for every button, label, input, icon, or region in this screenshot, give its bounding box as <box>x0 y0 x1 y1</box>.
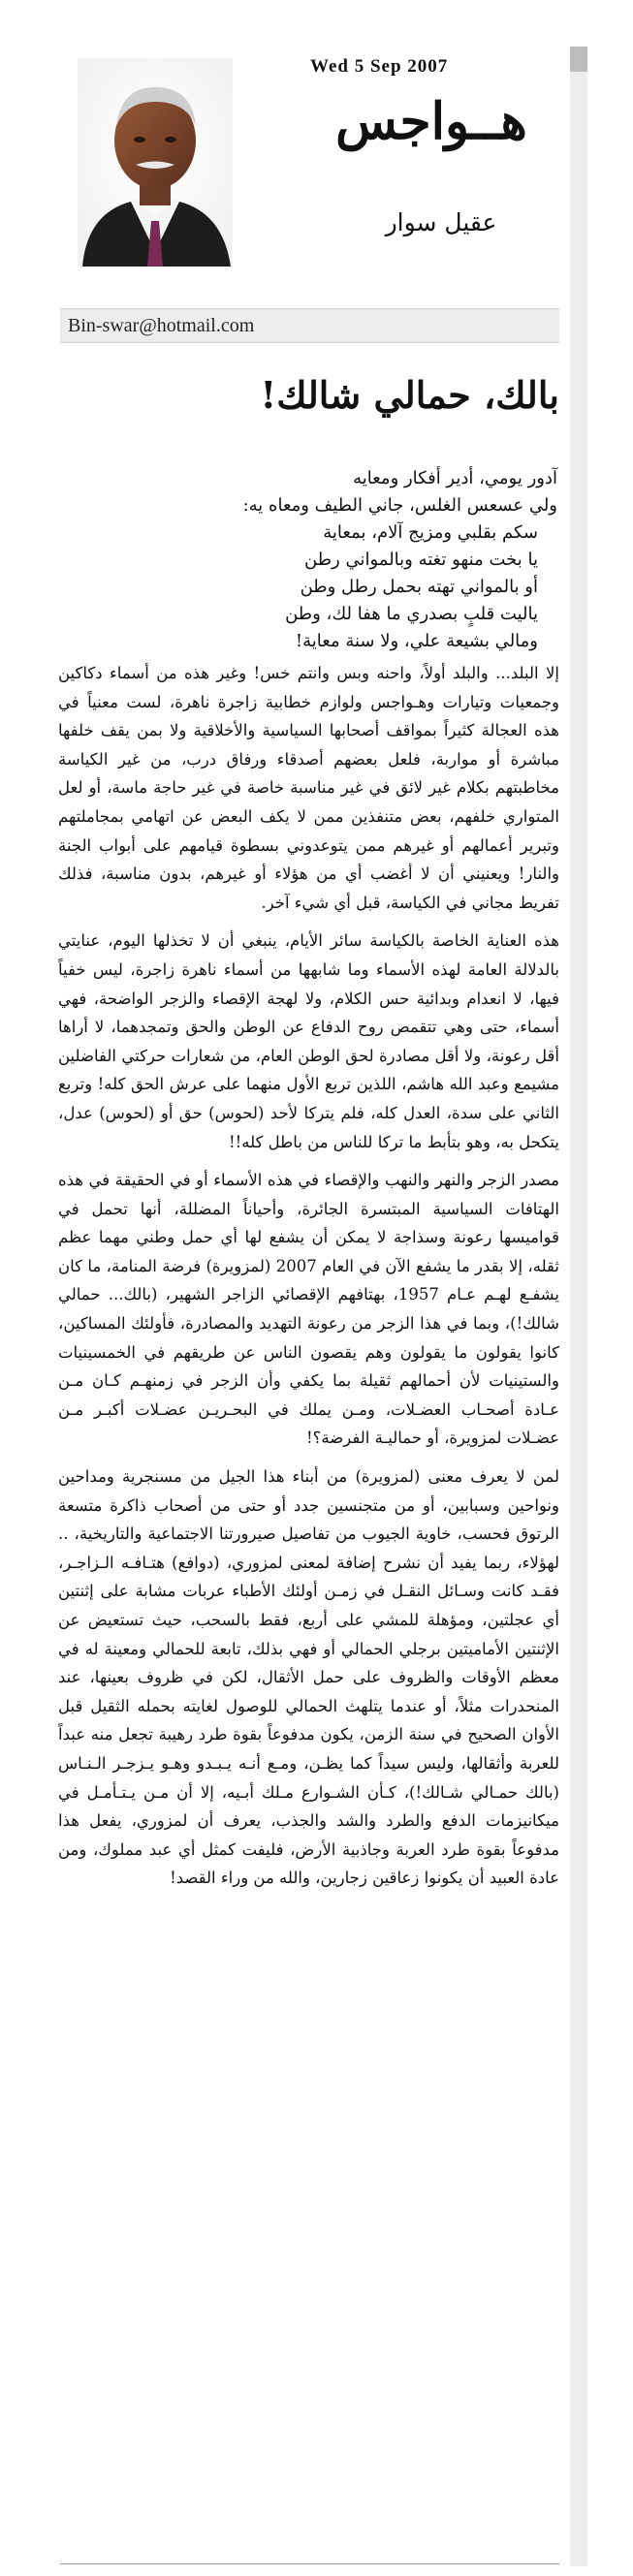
article-paragraph: مصدر الزجر والنهر والنهب والإقصاء في هذه الأسماء أو في الحقيقة في هذه الهتافات السياسية المبتسرة الجائرة، وأحياناً المضللة، أنها تحمل في قواميسها رعونة وسذاجة لا يمكن أن يشفع لها أي حمل وطني مهما عظم ثقله، إلا بقدر ما يشفع الآن في العام 2007 (لمزويرة) فرضة المنامة، ما كان يشفـع لهـم عـام 1957، بهتافهم الإقصائي الزاجر الشهير، (بالك... حمالي شالك!)، وبما في هذا الزجر من رعونة التهديد والمصادرة، فأولئك المساكين، كانوا يقولون ما يقولون وهم يقصون الناس عن طريقهم في الخمسينيات والستينيات لأن أحمالهم ثقيلة بما يكفي وأن الزجر في زمنهـم كـان مـن عـادة أصحـاب العضـلات، ومـن يملك في البحـريـن عضـلات أكبـر مـن عضـلات لمزويرة، أو حماليـة الفرضة؟! <box>58 1171 560 1448</box>
bottom-divider <box>60 2563 559 2564</box>
article-paragraph: لمن لا يعرف معنى (لمزويرة) من أبناء هذا الجيل من مسنجرية ومداحين ونواحين وسبابين، أو من متجنسين جدد أو حتى من أصحاب ذاكرة متسعة الرتوق فحسب، خاوية الجيوب من تفاصيل صيرورتنا الاجتماعية والتاريخية، .. لهؤلاء، ربما يفيد أن نشرح إضافة لمعنى لمزوري، (دوافع) هتـافـه الـزاجـر، فقـد كانت وسـائل النقـل في زمـن أولئك الأطباء عربات مشابة على إثنتين أي عجلتين، ومؤهلة للمشي على أربع، فقط بالسحب، حيث تستعيض عن الإثنتين الأماميتين برجلي الحمالي أو فهي بذلك، تابعة للحمالي ومعينة له في معظم الأوقات والظروف على حمل الأثقال، لكن في ظروف بعينها، عند المنحدرات مثلاً، أو عندما يتلهث الحمالي للوصول لغايته بحمله الثقيل قبل الأوان الصحيح في سنة الزمن، يكون مدفوعاً بقوة طرد رهيبة تجعل منه عبداً للعربة وأثقالها، وليس سيداً كما يظـن، ومـع أنـه يـبـدو وهـو يـزجـر الـنـاس (بالك حمـالي شـالك!)، كـأن الشـوارع مـلك أبـيه، إلا أن مـن يـتـأمـل في ميكانيزمات الدفع والطرد والشد والجذب، يعرف أن لمزوري، يفعل هذا مدفوعاً بقوة طرد العربة وجاذبية الأرض، فليفت كمثل أي عبد مملوك، ومن عادة العبيد أن يكونوا زعاقين زجارين، والله من وراء القصد! <box>58 1467 559 1888</box>
poem-block <box>58 465 557 655</box>
article-paragraph: إلا البلد... والبلد أولاً، واحنه وبس وانتم خس! وغير هذه من أسماء دكاكين وجمعيات وتيارات وهـواجس ولوازم خطابية زاجرة ناهرة، لست معنياً في هذه العجالة كثيراً بمواقف أصحابها السياسية والأخلاقية ولا بمن يقف خلفها مباشرة أو مواربة، فلعل بعضهم أصدقاء ورفاق درب، من غير الكياسة مخاطبتهم بكلام غير لائق في غير مناسبة خاصة في غير حاجة ماسة، أو لعل المتواري خلفهم، بعض متنفذين ممن لا يكف البعض عن اتهامي بمجاملتهم وتبرير أعمالهم أو غيرهم ممن يتوعدوني بسطوة قيامهم على أبواب الجنة والنار! ويعنيني أن لا أغضب أي من هؤلاء أو غيرهم، بدون مناسبة، فذلك تفريط مجاني في الكياسة، قبل أي شيء آخر. <box>58 664 559 912</box>
poem-line: ولي عسعس الغلس، جاني الطيف ومعاه يه: <box>242 495 557 516</box>
author-name: عقيل سوار <box>385 208 497 236</box>
scroll-track[interactable] <box>570 47 587 2566</box>
column-title: هــواجس <box>335 92 527 151</box>
poem-line: آدور يومي، أدير أفكار ومعايه <box>353 468 557 488</box>
author-email-bar <box>60 308 559 343</box>
article-title: بالك، حمالي شالك! <box>260 373 559 417</box>
author-email[interactable]: Bin-swar@hotmail.com <box>68 315 255 336</box>
article-body <box>58 659 559 1902</box>
poem-line: سكم بقلبي ومزيج آلام، بمعاية <box>323 522 538 543</box>
scroll-thumb[interactable] <box>570 47 587 72</box>
poem-line: يا بخت منهو تغته وبالمواني رطن <box>304 550 538 570</box>
publish-date: Wed 5 Sep 2007 <box>310 56 449 77</box>
author-portrait <box>78 58 233 267</box>
column-header <box>0 0 562 291</box>
article-paragraph: هذه العناية الخاصة بالكياسة سائر الأيام، ينبغي أن لا تخذلها اليوم، عنايتي بالدلالة العامة لهذه الأسماء وما شابهها من أسماء ناهرة زاجرة، ليس خفياً فيها، لا انعدام وبدائية حس الكلام، ولا لهجة الإقصاء والزجر الواضحة، فهي أسماء، حتى وهي تتقمص روح الدفاع عن الوطن والحق وتمجدهما، لا أراها أقل رعونة، ولا أقل مصادرة لحق الوطن العام، من شعارات حركتي الفاضلين مشيمع وعبد الله هاشم، اللذين تربع الأول منهما على عرش الحق كله! وتربع الثاني على سدة، العدل كله، فلم يتركا لأحد (لحوس) حق أو (لحوس) عدل، يتكحل به، وهو بتأبط ما تركا للناس من باطل كله!! <box>58 931 559 1151</box>
poem-line: ياليت قلبٍ بصدري ما هفا لك، وطن <box>285 604 538 624</box>
poem-line: أو بالمواني تهته بحمل رطل وطن <box>300 577 538 597</box>
poem-line: ومالي بشيعة علي، ولا سنة معاية! <box>295 631 538 651</box>
